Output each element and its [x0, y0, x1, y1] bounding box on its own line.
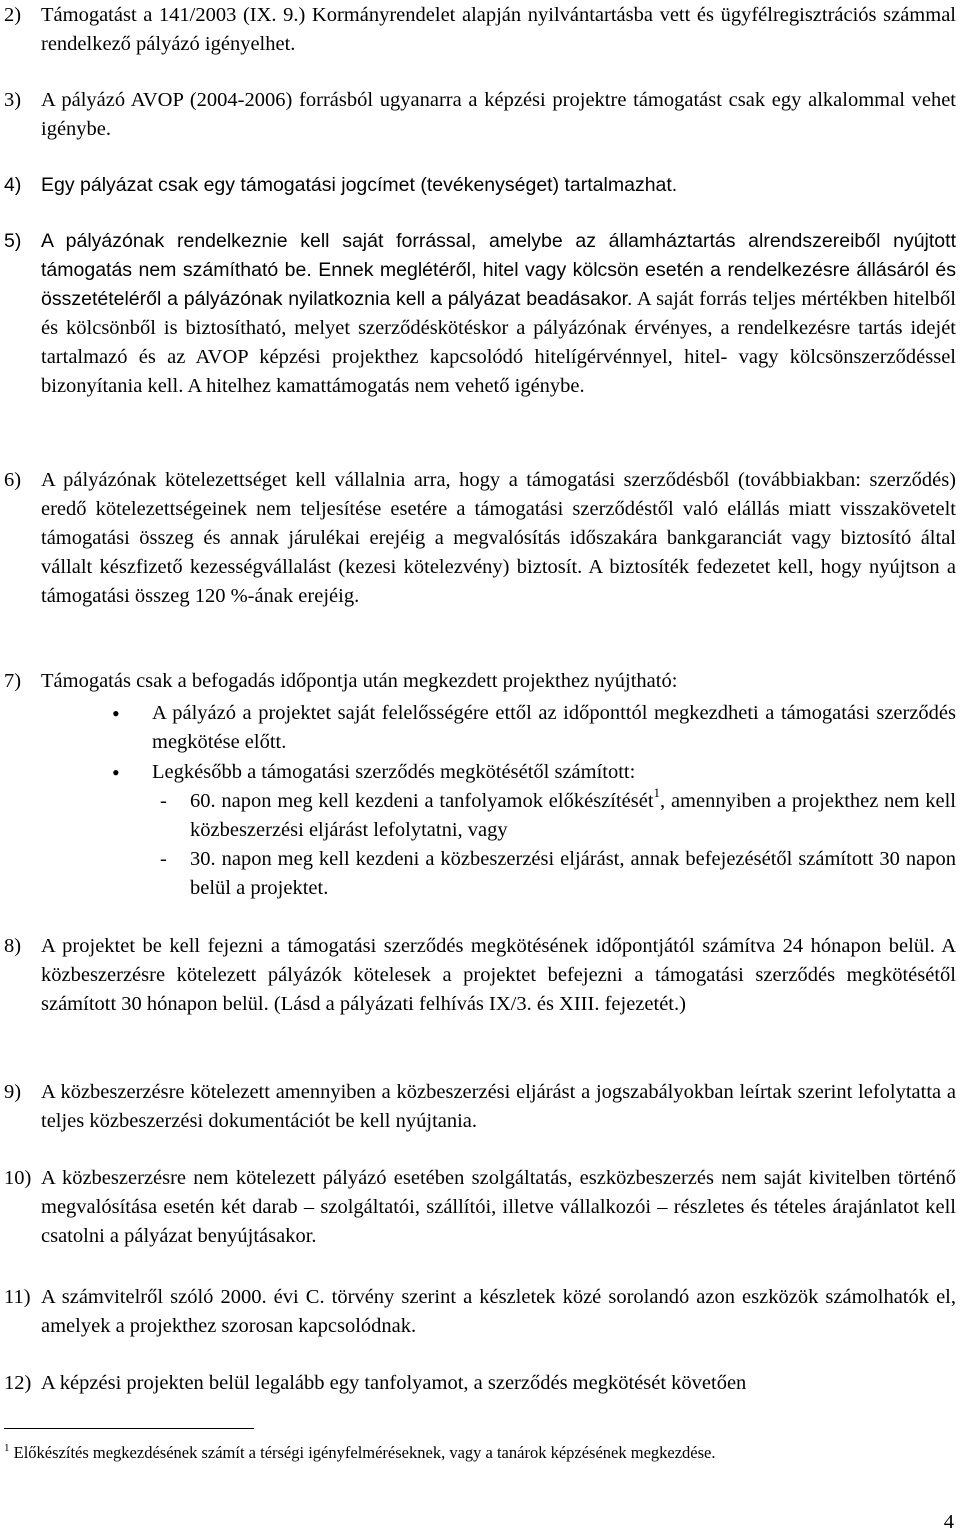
- dash-item: [160, 787, 956, 845]
- item-text: [41, 227, 956, 401]
- item-text: Támogatást a 141/2003 (IX. 9.) Kormányrendelet alapján nyilvántartásba vett és ügyfélregisztrációs számmal rendelkező pályázó igényelhet.: [41, 4, 956, 55]
- dash-item: [160, 845, 956, 903]
- list-item: [4, 466, 956, 611]
- list-item: [4, 932, 956, 1019]
- bullet-item: [112, 699, 956, 757]
- item-number: 2): [4, 4, 22, 26]
- list-item: [4, 86, 956, 144]
- item-text: A pályázónak kötelezettséget kell vállalnia arra, hogy a támogatási szerződésből (továbbiakban: szerződés) eredő kötelezettségeinek nem teljesítése esetére a támogatási szerződéstől való elállás miatt visszakövetelt támogatási összeg és annak járulékai erejéig a megvalósítás időszakára bankgaranciát vagy biztosító által vállalt készfizető kezességvállalást (kezesi kötelezvény) biztosít. A biztosíték fedezetet kell, hogy nyújtson a támogatási összeg 120 %-ának erejéig.: [41, 469, 956, 607]
- list-item: [4, 1369, 956, 1398]
- bullet-item: [112, 758, 956, 787]
- item-number: 6): [4, 469, 22, 491]
- item-number: 8): [4, 935, 22, 957]
- bullet-icon: •: [112, 701, 120, 726]
- item-number: 12): [4, 1372, 32, 1394]
- bullet-icon: •: [112, 760, 120, 785]
- list-item: [4, 667, 956, 696]
- footnote: [4, 1442, 956, 1464]
- item-text: Támogatás csak a befogadás időpontja után megkezdett projekthez nyújtható:: [41, 670, 678, 692]
- list-item: [4, 1283, 956, 1341]
- item-text-serif: A saját forrás teljes mértékben hitelből és kölcsönből is biztosítható, melyet szerződéskötéskor a pályázónak érvényes, a rendelkezésre tartás idejét tartalmazó és az AVOP képzési projekthez kapcsolódó hitelígérvénnyel, hitel- vagy kölcsönszerződéssel bizonyítania kell. A hitelhez kamattámogatás nem vehető igénybe.: [41, 288, 956, 397]
- list-item: [4, 1164, 956, 1251]
- item-text: A számvitelről szóló 2000. évi C. törvény szerint a készletek közé sorolandó azon eszközök számolhatók el, amelyek a projekthez szorosan kapcsolódnak.: [41, 1286, 956, 1337]
- item-text-sans: A pályázónak rendelkeznie kell saját forrással, amelybe az államháztartás alrendszereiből nyújtott támogatás nem számítható be. Ennek meglétéről, hitel vagy kölcsön esetén a rendelkezésre állásáról és összetételéről a pályázónak nyilatkoznia kell a pályázat beadásakor.: [41, 230, 956, 310]
- footnote-reference: 1: [653, 785, 661, 801]
- item-number: 9): [4, 1081, 22, 1103]
- item-number: 3): [4, 89, 22, 111]
- dash-mark: -: [160, 790, 167, 812]
- footnote-mark: 1: [4, 1441, 10, 1454]
- list-item: [4, 227, 956, 401]
- item-number: 7): [4, 670, 22, 692]
- footnote-text: Előkészítés megkezdésének számít a térségi igényfelméréseknek, vagy a tanárok képzésének megkezdése.: [13, 1443, 716, 1462]
- list-item: [4, 1078, 956, 1136]
- dash-text: [190, 787, 956, 845]
- item-number: 4): [4, 174, 22, 196]
- dash-mark: -: [160, 848, 167, 870]
- bullet-text: A pályázó a projektet saját felelősségére ettől az időponttól megkezdheti a támogatási szerződés megkötése előtt.: [152, 702, 956, 753]
- item-number: 5): [4, 230, 22, 252]
- dash-text: 30. napon meg kell kezdeni a közbeszerzési eljárást, annak befejezésétől számított 30 napon belül a projektet.: [190, 848, 956, 899]
- list-item: [4, 171, 956, 200]
- item-text: A pályázó AVOP (2004-2006) forrásból ugyanarra a képzési projektre támogatást csak egy alkalommal vehet igénybe.: [41, 89, 956, 140]
- item-number: 11): [4, 1286, 31, 1308]
- item-text: A képzési projekten belül legalább egy tanfolyamot, a szerződés megkötését követően: [41, 1372, 747, 1394]
- item-text: A közbeszerzésre kötelezett amennyiben a közbeszerzési eljárást a jogszabályokban leírtak szerint lefolytatta a teljes közbeszerzési dokumentációt be kell nyújtania.: [41, 1081, 956, 1132]
- item-text: A projektet be kell fejezni a támogatási szerződés megkötésének időpontjától számítva 24 hónapon belül. A közbeszerzésre kötelezett pályázók kötelesek a projektet befejezni a támogatási szerződés megkötésétől számított 30 hónapon belül. (Lásd a pályázati felhívás IX/3. és XIII. fejezetét.): [41, 935, 956, 1015]
- item-text: A közbeszerzésre nem kötelezett pályázó esetében szolgáltatás, eszközbeszerzés nem saját kivitelben történő megvalósítása esetén két darab – szolgáltatói, szállítói, illetve vállalkozói – részletes és tételes árajánlatot kell csatolni a pályázat benyújtásakor.: [41, 1167, 956, 1247]
- page-number: 4: [943, 1511, 954, 1533]
- dash-text-rest: , amennyiben a projekthez nem kell közbeszerzési eljárást lefolytatni, vagy: [190, 790, 956, 841]
- item-text: Egy pályázat csak egy támogatási jogcímet (tevékenységet) tartalmazhat.: [41, 174, 678, 196]
- list-item: [4, 1, 956, 59]
- dash-text-main: 60. napon meg kell kezdeni a tanfolyamok előkészítését: [190, 790, 654, 812]
- item-number: 10): [4, 1167, 32, 1189]
- footnote-divider: [4, 1428, 254, 1429]
- bullet-text: Legkésőbb a támogatási szerződés megkötésétől számított:: [152, 761, 636, 783]
